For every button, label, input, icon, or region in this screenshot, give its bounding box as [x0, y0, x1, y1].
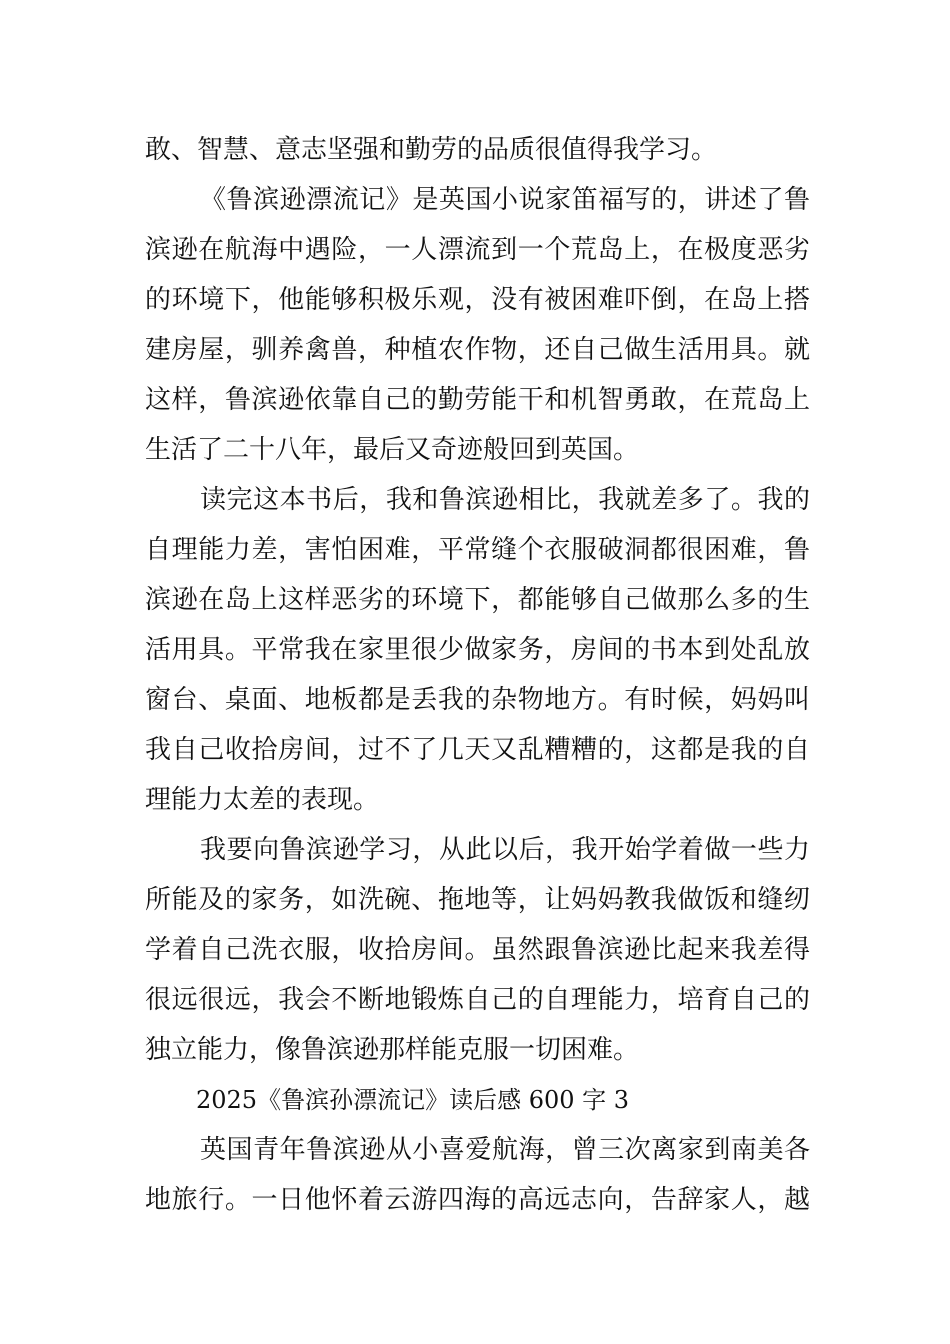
text-line: 很远很远，我会不断地锻炼自己的自理能力，培育自己的: [145, 985, 810, 1015]
text-line: 窗台、桌面、地板都是丢我的杂物地方。有时候，妈妈叫: [145, 685, 810, 715]
text-line: 学着自己洗衣服，收拾房间。虽然跟鲁滨逊比起来我差得: [145, 935, 810, 965]
text-line: 独立能力，像鲁滨逊那样能克服一切困难。: [145, 1035, 640, 1065]
text-line: 所能及的家务，如洗碗、拖地等，让妈妈教我做饭和缝纫: [145, 885, 810, 915]
text-line: 敢、智慧、意志坚强和勤劳的品质很值得我学习。: [145, 135, 718, 165]
text-line: 滨逊在岛上这样恶劣的环境下，都能够自己做那么多的生: [145, 585, 810, 615]
paragraph-first-line: 英国青年鲁滨逊从小喜爱航海，曾三次离家到南美各: [200, 1135, 810, 1165]
text-line: 自理能力差，害怕困难，平常缝个衣服破洞都很困难，鲁: [145, 535, 810, 565]
section-heading: 2025《鲁滨孙漂流记》读后感 600 字 3: [196, 1086, 630, 1114]
text-line: 我自己收拾房间，过不了几天又乱糟糟的，这都是我的自: [145, 735, 810, 765]
paragraph-first-line: 《鲁滨逊漂流记》是英国小说家笛福写的，讲述了鲁: [200, 185, 810, 215]
text-line: 建房屋，驯养禽兽，种植农作物，还自己做生活用具。就: [145, 335, 810, 365]
text-line: 生活了二十八年，最后又奇迹般回到英国。: [145, 435, 640, 465]
text-line: 理能力太差的表现。: [145, 785, 380, 815]
text-line: 活用具。平常我在家里很少做家务，房间的书本到处乱放: [145, 635, 810, 665]
paragraph-first-line: 我要向鲁滨逊学习，从此以后，我开始学着做一些力: [200, 835, 810, 865]
paragraph-first-line: 读完这本书后，我和鲁滨逊相比，我就差多了。我的: [200, 485, 810, 515]
text-line: 这样，鲁滨逊依靠自己的勤劳能干和机智勇敢，在荒岛上: [145, 385, 810, 415]
text-line: 滨逊在航海中遇险，一人漂流到一个荒岛上，在极度恶劣: [145, 235, 810, 265]
text-line: 的环境下，他能够积极乐观，没有被困难吓倒，在岛上搭: [145, 285, 810, 315]
text-line: 地旅行。一日他怀着云游四海的高远志向，告辞家人，越: [145, 1185, 810, 1215]
